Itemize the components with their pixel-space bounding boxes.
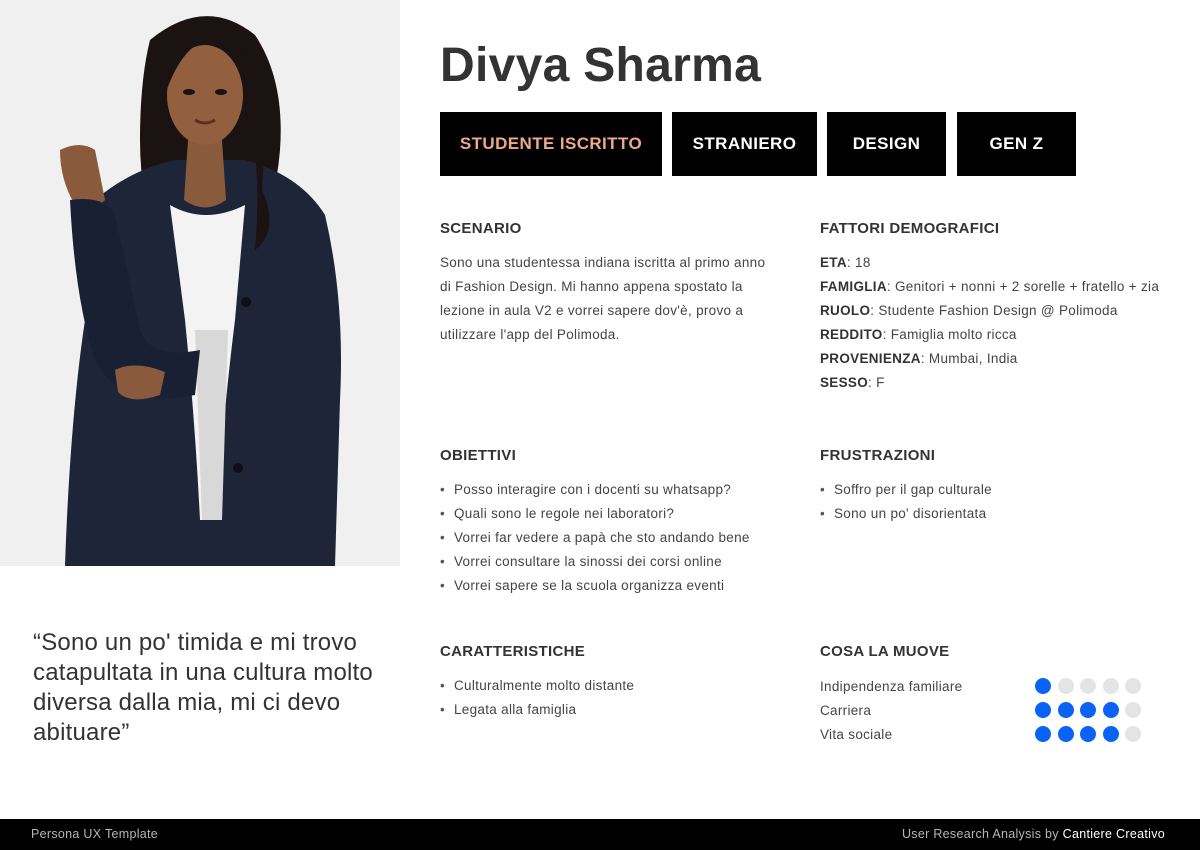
rating-dot-filled	[1103, 726, 1119, 742]
list-item: • Culturalmente molto distante	[440, 674, 780, 698]
demo-label: PROVENIENZA	[820, 351, 921, 366]
rating-dot-filled	[1058, 702, 1074, 718]
characteristics-list	[440, 674, 780, 722]
rating-dot-empty	[1080, 678, 1096, 694]
motivation-label: Vita sociale	[820, 726, 893, 742]
persona-quote: “Sono un po' timida e mi trovo catapultata in una cultura molto diversa dalla mia, mi ci devo abituare”	[33, 629, 373, 746]
motivation-row	[820, 698, 1165, 722]
list-item: • Vorrei sapere se la scuola organizza eventi	[440, 574, 790, 598]
motivation-rating	[1035, 726, 1148, 742]
rating-dot-filled	[1035, 702, 1051, 718]
footer-brand-link[interactable]: Cantiere Creativo	[1062, 827, 1165, 841]
demo-label: REDDITO	[820, 327, 883, 342]
demo-row-sesso	[820, 371, 1165, 395]
objectives-section	[440, 447, 790, 598]
characteristics-title: CARATTERISTICHE	[440, 643, 586, 660]
characteristics-section	[440, 643, 780, 722]
persona-photo	[0, 0, 400, 566]
rating-dot-filled	[1035, 678, 1051, 694]
demo-value: : F	[868, 375, 885, 390]
footer-credit	[902, 827, 1165, 841]
rating-dot-filled	[1080, 726, 1096, 742]
motivation-label: Carriera	[820, 702, 872, 718]
objectives-list	[440, 478, 790, 598]
list-item: • Posso interagire con i docenti su whatsapp?	[440, 478, 790, 502]
demo-value: : Studente Fashion Design @ Polimoda	[870, 303, 1118, 318]
rating-dot-filled	[1080, 702, 1096, 718]
motivations-title: COSA LA MUOVE	[820, 643, 950, 660]
frustrations-title: FRUSTRAZIONI	[820, 447, 936, 464]
persona-tags	[440, 112, 1076, 176]
tag-design: DESIGN	[827, 112, 946, 176]
rating-dot-filled	[1035, 726, 1051, 742]
demo-value: : Genitori + nonni + 2 sorelle + fratello + zia	[886, 279, 1160, 294]
footer	[0, 819, 1200, 850]
demo-row-provenienza	[820, 347, 1165, 371]
frustrations-list	[820, 478, 1165, 526]
rating-dot-empty	[1058, 678, 1074, 694]
rating-dot-empty	[1103, 678, 1119, 694]
tag-studente-iscritto: STUDENTE ISCRITTO	[440, 112, 662, 176]
objectives-title: OBIETTIVI	[440, 447, 517, 464]
list-item: • Sono un po' disorientata	[820, 502, 1165, 526]
list-item: • Legata alla famiglia	[440, 698, 780, 722]
motivation-rating	[1035, 702, 1148, 718]
demo-label: SESSO	[820, 375, 869, 390]
demo-label: FAMIGLIA	[820, 279, 887, 294]
scenario-section	[440, 220, 780, 347]
motivation-rating	[1035, 678, 1148, 694]
demo-row-reddito	[820, 323, 1165, 347]
footer-template-label: Persona UX Template	[31, 827, 159, 841]
demo-label: RUOLO	[820, 303, 871, 318]
motivations-section	[820, 643, 1165, 746]
footer-credit-prefix: User Research Analysis by	[901, 827, 1063, 841]
demo-value: : Mumbai, India	[920, 351, 1018, 366]
list-item: • Vorrei far vedere a papà che sto andando bene	[440, 526, 790, 550]
list-item: • Soffro per il gap culturale	[820, 478, 1165, 502]
demographics-section	[820, 220, 1165, 395]
demo-value: : Famiglia molto ricca	[882, 327, 1017, 342]
rating-dot-filled	[1058, 726, 1074, 742]
rating-dot-empty	[1125, 678, 1141, 694]
demo-row-eta	[820, 251, 1165, 275]
list-item: • Vorrei consultare la sinossi dei corsi online	[440, 550, 790, 574]
frustrations-section	[820, 447, 1165, 526]
demo-label: ETA	[820, 255, 847, 270]
demo-row-famiglia	[820, 275, 1165, 299]
persona-name: Divya Sharma	[440, 39, 762, 92]
rating-dot-filled	[1103, 702, 1119, 718]
rating-dot-empty	[1125, 726, 1141, 742]
motivation-row	[820, 674, 1165, 698]
motivation-row	[820, 722, 1165, 746]
persona-illustration	[0, 0, 400, 566]
list-item: • Quali sono le regole nei laboratori?	[440, 502, 790, 526]
scenario-title: SCENARIO	[440, 220, 522, 237]
scenario-text: Sono una studentessa indiana iscritta al primo anno di Fashion Design. Mi hanno appena spostato la lezione in aula V2 e vorrei sapere dov'è, provo a utilizzare l'app del Polimoda.	[440, 255, 766, 342]
tag-straniero: STRANIERO	[672, 112, 817, 176]
demo-row-ruolo	[820, 299, 1165, 323]
tag-gen-z: GEN Z	[957, 112, 1076, 176]
demo-value: : 18	[846, 255, 871, 270]
demographics-title: FATTORI DEMOGRAFICI	[820, 220, 1000, 237]
rating-dot-empty	[1125, 702, 1141, 718]
motivation-label: Indipendenza familiare	[820, 678, 963, 694]
